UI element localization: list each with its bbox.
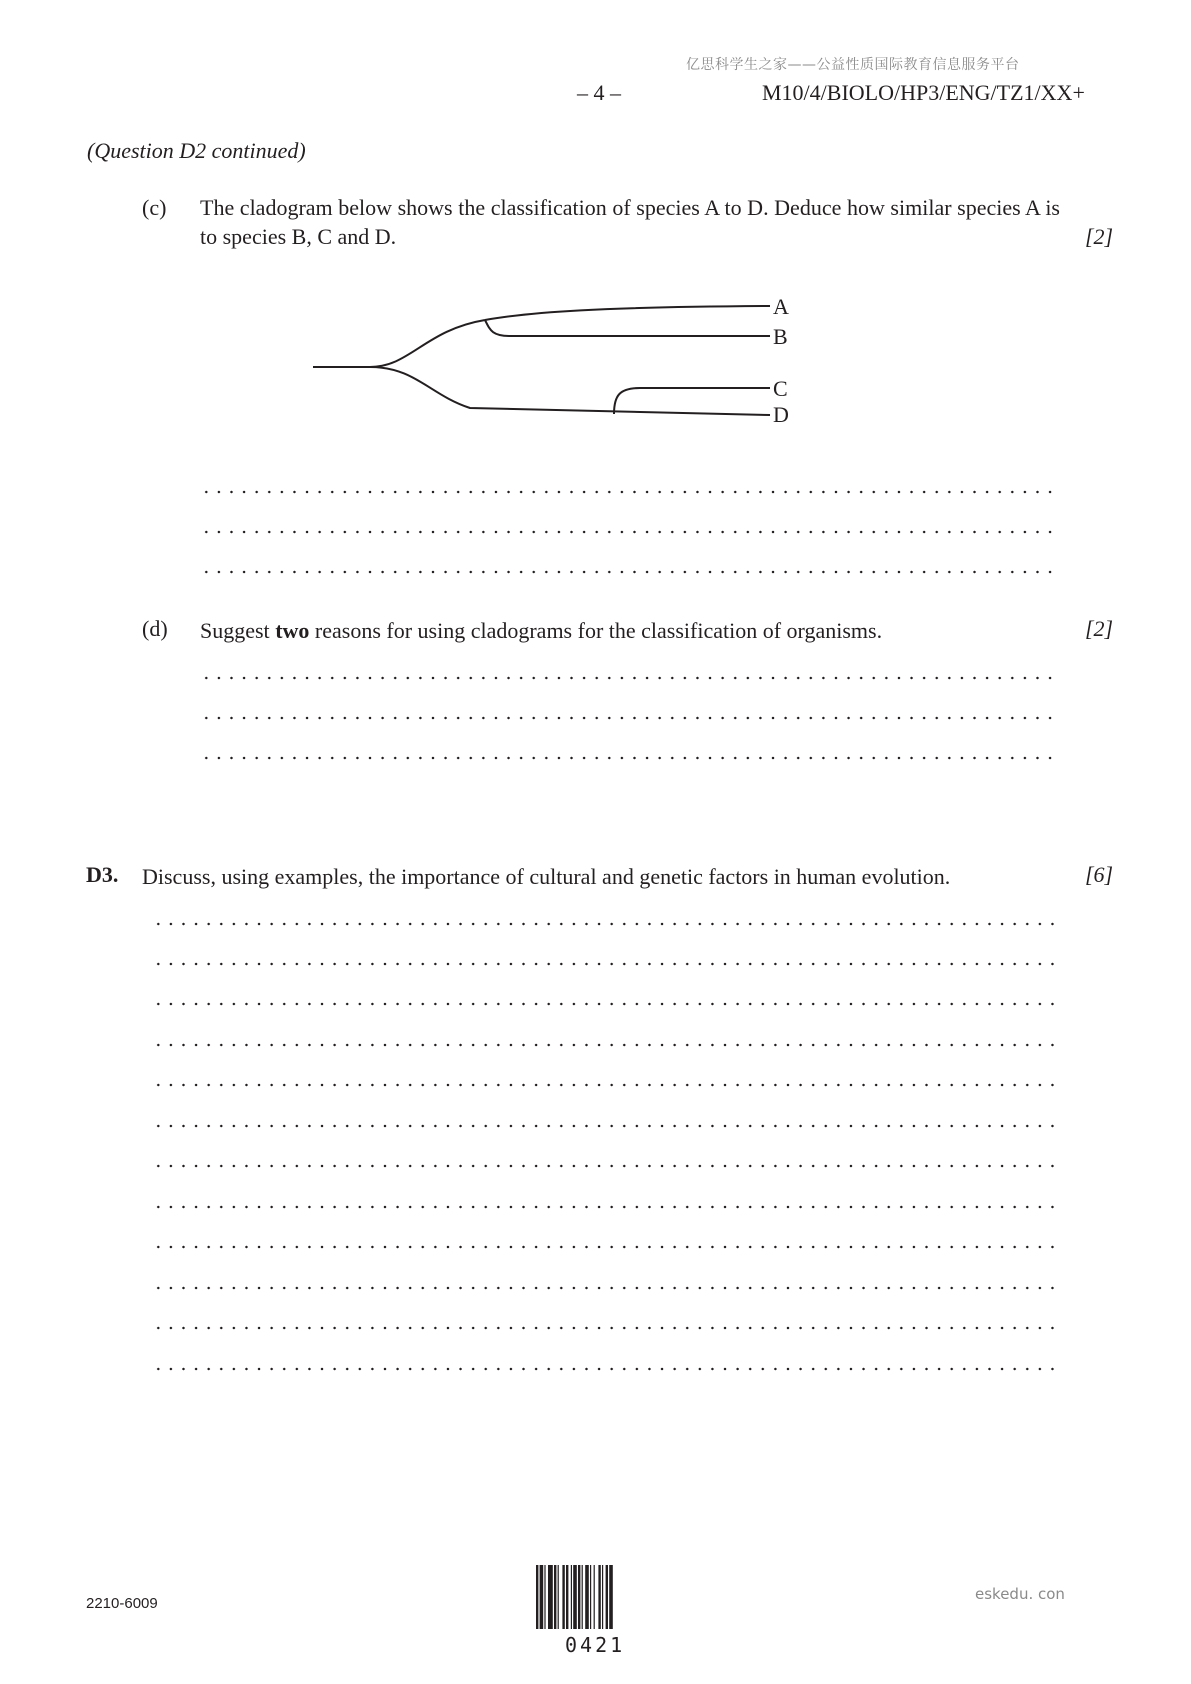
barcode-bar	[602, 1565, 603, 1629]
barcode-bar	[594, 1565, 595, 1629]
part-c-label: (c)	[142, 195, 167, 220]
barcode-bar	[540, 1565, 544, 1629]
d3-label: D3.	[86, 862, 119, 887]
answer-line[interactable]	[152, 922, 1056, 926]
barcode-bar	[585, 1565, 589, 1629]
footer-code: 2210-6009	[86, 1595, 158, 1612]
part-d-text-before: Suggest	[200, 618, 276, 643]
answer-line[interactable]	[152, 962, 1056, 966]
barcode-bar	[562, 1565, 564, 1629]
cladogram-label-c: C	[773, 376, 788, 401]
cladogram-branch-a	[485, 306, 770, 320]
barcode-bar	[558, 1565, 559, 1629]
answer-line[interactable]	[152, 1043, 1056, 1047]
barcode-bar	[582, 1565, 583, 1629]
answer-line[interactable]	[152, 1124, 1056, 1128]
answer-line[interactable]	[152, 1286, 1056, 1290]
answer-line[interactable]	[152, 1245, 1056, 1249]
d3-text: Discuss, using examples, the importance of cultural and genetic factors in human evolution.	[142, 864, 951, 889]
barcode-bar	[544, 1565, 545, 1629]
answer-line[interactable]	[152, 1164, 1056, 1168]
answer-line[interactable]	[200, 490, 1056, 494]
answer-line[interactable]	[200, 676, 1056, 680]
barcode-bar	[606, 1565, 608, 1629]
watermark-text: 亿思科学生之家——公益性质国际教育信息服务平台	[686, 57, 1020, 73]
answer-line[interactable]	[152, 1083, 1056, 1087]
cladogram-branch-b	[485, 320, 770, 336]
page-number: – 4 –	[577, 80, 621, 105]
part-c-marks: [2]	[1085, 224, 1114, 249]
answer-line[interactable]	[200, 756, 1056, 760]
answer-line[interactable]	[200, 570, 1056, 574]
question-continued: (Question D2 continued)	[87, 138, 306, 163]
answer-line[interactable]	[152, 1205, 1056, 1209]
barcode-bar	[609, 1565, 613, 1629]
barcode-bar	[554, 1565, 556, 1629]
answer-line[interactable]	[152, 1326, 1056, 1330]
cladogram-label-d: D	[773, 402, 789, 427]
d3-marks: [6]	[1085, 862, 1114, 887]
barcode-bar	[578, 1565, 580, 1629]
barcode-bar	[566, 1565, 568, 1629]
barcode-image	[535, 1565, 667, 1631]
cladogram-branch-root-upper	[313, 320, 485, 367]
part-c-text: The cladogram below shows the classification of species A to D. Deduce how similar species A is to species B, C and D.	[200, 195, 1060, 249]
barcode-bar	[548, 1565, 553, 1629]
part-d-text-bold: two	[275, 618, 310, 643]
barcode-bar	[590, 1565, 591, 1629]
barcode-bar	[571, 1565, 572, 1629]
cladogram-diagram	[300, 285, 820, 445]
paper-code: M10/4/BIOLO/HP3/ENG/TZ1/XX+	[762, 80, 1085, 105]
cladogram-label-b: B	[773, 324, 788, 349]
part-d-text-after: reasons for using cladograms for the classification of organisms.	[309, 618, 883, 643]
answer-line[interactable]	[152, 1002, 1056, 1006]
cladogram-branch-root-lower	[370, 367, 770, 415]
barcode-bar	[598, 1565, 600, 1629]
answer-line[interactable]	[200, 716, 1056, 720]
barcode-bar	[573, 1565, 577, 1629]
part-d-marks: [2]	[1085, 616, 1114, 641]
cladogram-branch-c	[614, 388, 770, 414]
barcode-bar	[536, 1565, 538, 1629]
part-d-label: (d)	[142, 616, 168, 641]
cladogram-label-a: A	[773, 294, 789, 319]
answer-line[interactable]	[152, 1367, 1056, 1371]
answer-line[interactable]	[200, 530, 1056, 534]
barcode-number: 0421	[565, 1633, 626, 1657]
part-d-text	[200, 616, 1060, 645]
site-text: eskedu. con	[975, 1585, 1065, 1603]
